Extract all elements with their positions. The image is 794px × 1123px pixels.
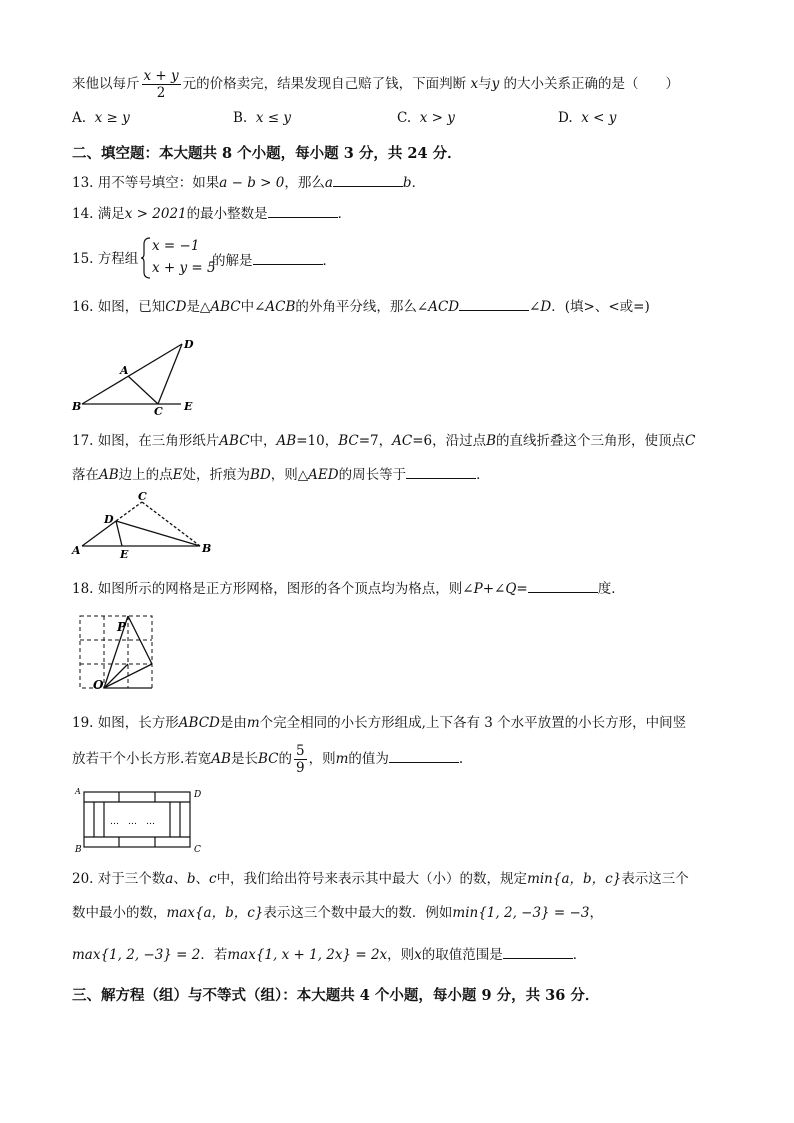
q18-label-p: P: [117, 620, 127, 634]
q19-label-b: B: [75, 845, 82, 854]
q12-option-b[interactable]: B. x ≤ y: [233, 110, 291, 126]
q17-answer-blank[interactable]: [406, 464, 476, 479]
q18: 18. 如图所示的网格是正方形网格，图形的各个顶点均为格点，则∠P+∠Q= 度．: [72, 578, 625, 598]
q15-rest: 的解是 ．: [212, 250, 336, 270]
q17-label-b: B: [202, 542, 212, 555]
q14: 14. 满足x > 2021的最小整数是 ．: [72, 203, 351, 223]
q17-figure: [68, 488, 218, 560]
q20-line2: 数中最小的数，max{a，b，c}表示这三个数中最大的数．例如min{1, 2, −3} = −3，: [72, 905, 603, 921]
q20-line1: 20. 对于三个数a、b、c中，我们给出符号来表示其中最大（小）的数，规定min{a，b，c}表示这三个: [72, 871, 689, 887]
q12-line: 来他以每斤 $\frac{x + y}{2}$ 元的价格卖完，结果发现自己赔了钱，下面判断 x与y 的大小关系正确的是（ ）: [72, 68, 679, 101]
q15-answer-blank[interactable]: [253, 250, 323, 265]
q16: 16. 如图，已知CD是△ABC中∠ACB的外角平分线，那么∠ACD ∠D．(填>、<或=): [72, 296, 650, 316]
q15-brace: [140, 236, 152, 280]
q12-fraction: $\frac{x + y}{2}$: [143, 68, 179, 101]
q19-figure: [72, 784, 212, 854]
q17-line1: 17. 如图，在三角形纸片ABC中，AB=10，BC=7，AC=6，沿过点B的直线折叠这个三角形，使顶点C: [72, 433, 696, 449]
q16-label-b: B: [72, 400, 82, 413]
q17-label-a: A: [72, 544, 81, 557]
q13-answer-blank[interactable]: [333, 172, 403, 187]
q16-label-a: A: [120, 364, 129, 377]
q19-label-c: C: [194, 845, 201, 854]
q19-dots: … … …: [110, 817, 156, 827]
q17-label-c: C: [138, 490, 147, 503]
q19-line2: 放若干个小长方形.若宽AB是长BC的 $\frac{5}{9}$ ，则m的值为 .: [72, 743, 464, 776]
q16-label-d: D: [184, 338, 194, 351]
q12-option-c[interactable]: C. x > y: [397, 110, 455, 126]
q16-answer-blank[interactable]: [459, 296, 529, 311]
q15-eq1: x = −1: [152, 238, 200, 254]
q19-label-a: A: [75, 787, 81, 796]
q18-figure: [74, 608, 164, 694]
q19-label-d: D: [194, 790, 202, 800]
section-2-heading: 二、填空题：本大题共 8 个小题，每小题 3 分，共 24 分．: [72, 145, 462, 162]
q15-eq2: x + y = 5: [152, 260, 216, 276]
q17-label-e: E: [120, 548, 129, 560]
q19-answer-blank[interactable]: [389, 748, 459, 763]
q18-label-o: O: [93, 678, 104, 692]
q19-fraction: $\frac{5}{9}$: [295, 743, 305, 776]
section-3-heading: 三、解方程（组）与不等式（组）：本大题共 4 个小题，每小题 9 分，共 36 分．: [72, 987, 600, 1004]
q12-option-d[interactable]: D. x < y: [558, 110, 617, 126]
q14-answer-blank[interactable]: [268, 203, 338, 218]
q16-figure: [68, 336, 208, 416]
q15-number: 15. 方程组: [72, 251, 139, 267]
q12-option-a[interactable]: A. x ≥ y: [72, 110, 130, 126]
q17-label-d: D: [104, 513, 114, 526]
q13: 13. 用不等号填空：如果a − b > 0，那么a b．: [72, 172, 425, 192]
q20-answer-blank[interactable]: [503, 944, 573, 959]
q20-line3: max{1, 2, −3} = 2．若max{1, x + 1, 2x} = 2x，则x的取值范围是 ．: [72, 944, 586, 964]
q17-line2: 落在AB边上的点E处，折痕为BD，则△AED的周长等于 ．: [72, 464, 490, 484]
q16-label-c: C: [154, 405, 163, 416]
q19-line1: 19. 如图，长方形ABCD是由m个完全相同的小长方形组成,上下各有 3 个水平放置的小长方形，中间竖: [72, 715, 687, 731]
q16-label-e: E: [184, 400, 193, 413]
q18-answer-blank[interactable]: [528, 578, 598, 593]
